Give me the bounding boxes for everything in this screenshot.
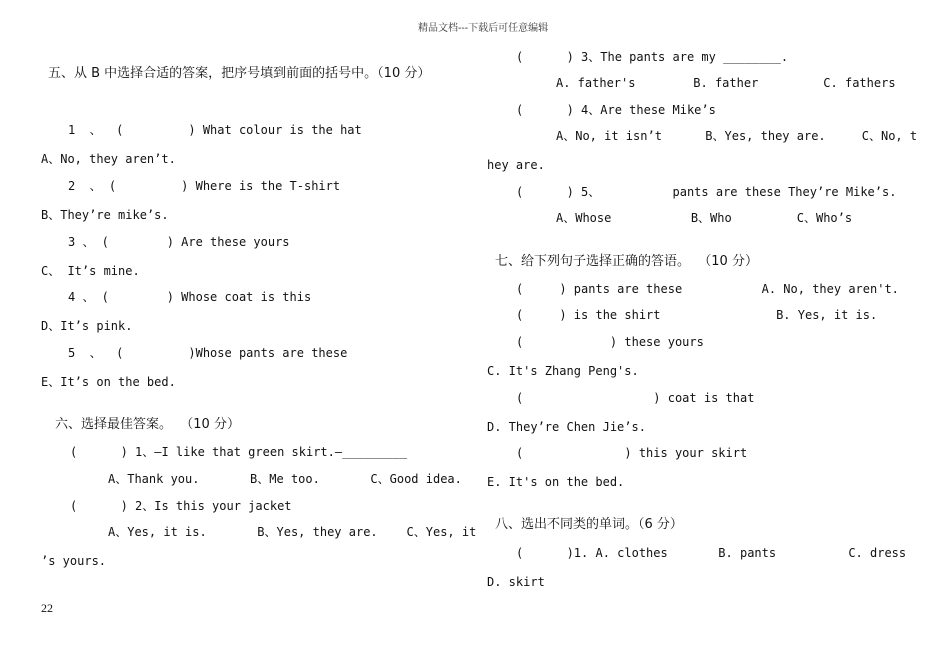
- s6-question-1-options: A、Thank you. B、Me too. C、Good idea.: [108, 472, 462, 486]
- s5-answer-a: A、No, they aren’t.: [41, 152, 176, 166]
- s6-question-2-continued: ’s yours.: [41, 554, 107, 568]
- s5-question-4: 4 、 ( ) Whose coat is this: [68, 290, 312, 304]
- page-number: 22: [41, 601, 53, 615]
- s6-question-4-continued: hey are.: [487, 158, 545, 172]
- s8-question-1: ( )1. A. clothes B. pants C. dress: [516, 546, 907, 560]
- s6-question-4: ( ) 4、Are these Mike’s: [516, 103, 716, 117]
- s5-answer-b: B、They’re mike’s.: [41, 208, 169, 222]
- page-header: 精品文档---下载后可任意编辑: [418, 23, 549, 34]
- s5-question-5: 5 、 ( )Whose pants are these: [68, 346, 348, 360]
- s7-question-4: ( ) coat is that: [516, 391, 755, 405]
- s5-answer-d: D、It’s pink.: [41, 319, 133, 333]
- s7-answer-e: E. It's on the bed.: [487, 475, 625, 489]
- section-8-title: 八、选出不同类的单词。（6 分）: [495, 517, 683, 532]
- s5-question-3: 3 、 ( ) Are these yours: [68, 235, 290, 249]
- s7-question-5: ( ) this your skirt: [516, 446, 748, 460]
- s5-question-1: 1 、 ( ) What colour is the hat: [68, 123, 362, 137]
- s7-answer-d: D. They’re Chen Jie’s.: [487, 420, 646, 434]
- s8-option-d: D. skirt: [487, 575, 545, 589]
- s6-question-2-options: A、Yes, it is. B、Yes, they are. C、Yes, it: [108, 525, 477, 539]
- s7-question-3: ( ) these yours: [516, 335, 704, 349]
- s5-question-2: 2 、 ( ) Where is the T-shirt: [68, 179, 341, 193]
- s6-question-3: ( ) 3、The pants are my ________.: [516, 50, 789, 64]
- s6-question-5: ( ) 5、 pants are these They’re Mike’s.: [516, 185, 897, 199]
- section-7-title: 七、给下列句子选择正确的答语。 （10 分）: [495, 254, 758, 269]
- section-6-title: 六、选择最佳答案。 （10 分）: [55, 417, 240, 432]
- section-5-title: 五、从 B 中选择合适的答案，把序号填到前面的括号中。（10 分）: [48, 66, 431, 81]
- s7-question-1: ( ) pants are these A. No, they aren't.: [516, 282, 899, 296]
- s7-question-2: ( ) is the shirt B. Yes, it is.: [516, 308, 878, 322]
- s6-question-2: ( ) 2、Is this your jacket: [70, 499, 292, 513]
- s5-answer-c: C、 It’s mine.: [41, 264, 140, 278]
- s6-question-4-options: A、No, it isn’t B、Yes, they are. C、No, t: [556, 129, 918, 143]
- s6-question-1: ( ) 1、—I like that green skirt.—_________: [70, 445, 408, 459]
- s6-question-5-options: A、Whose B、Who C、Who’s: [556, 211, 853, 225]
- s5-answer-e: E、It’s on the bed.: [41, 375, 176, 389]
- s7-answer-c: C. It's Zhang Peng's.: [487, 364, 639, 378]
- s6-question-3-options: A. father's B. father C. fathers: [556, 76, 896, 90]
